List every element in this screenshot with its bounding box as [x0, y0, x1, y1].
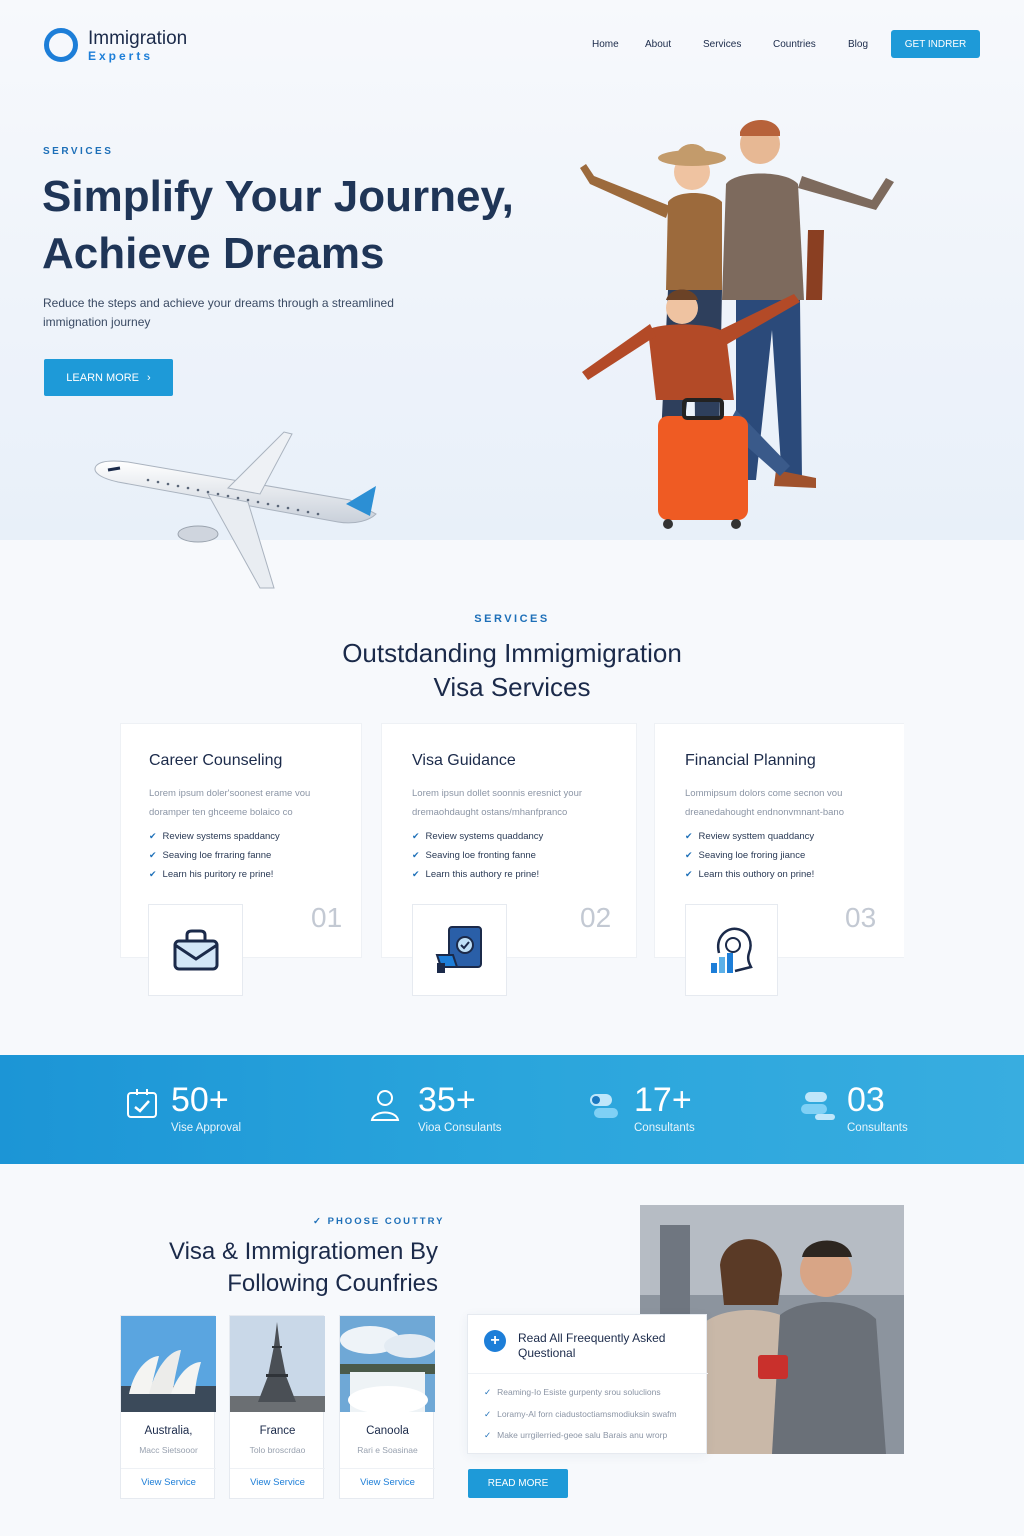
list-item-text: Seaving loe frraring fanne [162, 850, 272, 861]
country-card-canada[interactable] [339, 1315, 434, 1499]
country-name: Australia, [144, 1425, 193, 1437]
countries-title-line1: Visa & Immigratiomen By [169, 1238, 438, 1265]
service-card-text-line1: Lorem ipsun dollet soonnis eresnict your [412, 788, 583, 799]
service-card-text-line1: Lorem ipsum doler'soonest erame vou [149, 788, 311, 799]
learn-more-label: LEARN MORE [66, 371, 140, 384]
stat-consultants [586, 1080, 695, 1134]
list-item [484, 1382, 677, 1404]
services-eyebrow: SERVICES [474, 613, 550, 625]
service-card-text-line2: dremaohdaught ostans/mhanfpranco [412, 807, 568, 818]
stat-value: 35+ [418, 1081, 476, 1119]
list-item [412, 865, 543, 884]
service-card-text-line1: Lommipsum dolors come secnon vou [685, 788, 843, 799]
consultants-icon [586, 1086, 626, 1124]
service-card-text [685, 784, 875, 822]
country-subtitle: Macc Sietsooor [139, 1445, 198, 1455]
stat-label: Consultants [847, 1122, 908, 1134]
learn-more-button[interactable] [44, 359, 173, 396]
services-title [0, 636, 1024, 704]
list-item-text: Review systems spaddancy [162, 831, 280, 842]
service-card-list [685, 827, 814, 884]
nav-about[interactable]: About [645, 39, 672, 50]
hero-desc-line1: Reduce the steps and achieve your dreams through a streamlined [43, 296, 394, 310]
list-item [685, 865, 814, 884]
main-nav [592, 39, 888, 50]
service-card-list [149, 827, 280, 884]
australia-image [121, 1316, 216, 1412]
view-service-link[interactable]: View Service [250, 1477, 305, 1488]
stat-value: 17+ [634, 1081, 692, 1119]
logo[interactable] [44, 28, 187, 62]
list-item-text: Seaving loe fronting fanne [425, 850, 536, 861]
list-item-text: Make urrgilerried-geoe salu Barais anu wrorp [497, 1430, 668, 1440]
check-icon: ✔ [412, 831, 420, 841]
stat-value: 03 [847, 1081, 885, 1119]
check-icon: ✔ [149, 869, 157, 879]
user-icon [368, 1086, 406, 1124]
list-item [149, 846, 280, 865]
hero-title-line1: Simplify Your Journey, [42, 172, 514, 221]
passport-icon [412, 904, 507, 996]
logo-ring-icon [44, 28, 78, 62]
service-card-text-line2: doramper ten ghceeme bolaico co [149, 807, 293, 818]
countries-eyebrow [313, 1216, 444, 1227]
check-icon: ✔ [412, 869, 420, 879]
canada-image [340, 1316, 435, 1412]
check-icon: ✔ [685, 831, 693, 841]
service-card-text [412, 784, 602, 822]
list-item-text: Learn this outhory on prine! [698, 869, 815, 880]
list-item [412, 827, 543, 846]
check-icon: ✔ [149, 831, 157, 841]
approval-icon [125, 1084, 163, 1122]
list-item-text: Review systems quaddancy [425, 831, 544, 842]
countries-title [120, 1236, 438, 1300]
check-icon: ✔ [685, 850, 693, 860]
check-icon: ✔ [412, 850, 420, 860]
country-name: Canoola [366, 1425, 409, 1437]
service-card-number: 03 [845, 902, 877, 933]
nav-blog[interactable]: Blog [848, 39, 869, 50]
divider [230, 1468, 325, 1469]
divider [121, 1468, 216, 1469]
nav-home[interactable]: Home [592, 39, 619, 50]
divider [468, 1373, 708, 1374]
view-service-link[interactable]: View Service [360, 1477, 415, 1488]
stat-visa-approval [125, 1080, 241, 1134]
hero-eyebrow: SERVICES [43, 146, 114, 157]
logo-title: Immigration [88, 27, 188, 49]
view-service-link[interactable]: View Service [141, 1477, 196, 1488]
team-icon [799, 1086, 839, 1124]
stat-label: Vioa Consulants [418, 1122, 502, 1134]
divider [340, 1468, 435, 1469]
countries-title-line2: Following Counfries [227, 1270, 438, 1297]
nav-countries[interactable]: Countries [773, 39, 816, 50]
services-title-line1: Outstdanding Immigmigration [342, 638, 682, 668]
service-card-title: Visa Guidance [412, 752, 516, 769]
list-item [685, 846, 814, 865]
countries-eyebrow-text: PHOOSE COUTTRY [327, 1216, 445, 1227]
happy-travelers-illustration [576, 110, 906, 535]
service-card-list [412, 827, 543, 884]
list-item [412, 846, 543, 865]
hero-title [42, 168, 562, 282]
check-icon: ✓ [484, 1408, 492, 1419]
list-item [149, 865, 280, 884]
list-item-text: Seaving loe froring jiance [698, 850, 806, 861]
country-card-france[interactable] [229, 1315, 324, 1499]
list-item [484, 1425, 677, 1447]
country-card-australia[interactable] [120, 1315, 215, 1499]
country-name: France [259, 1425, 296, 1437]
list-item-text: Reaming-Io Esiste gurpenty srou soluclions [497, 1387, 661, 1397]
get-started-button[interactable]: GET INDRER [891, 30, 980, 58]
check-icon: ✓ [313, 1216, 323, 1227]
check-icon: ✓ [484, 1387, 492, 1397]
logo-subtitle: Experts [88, 48, 154, 63]
service-card-number: 02 [580, 902, 612, 933]
stat-visa-consultants [368, 1080, 502, 1134]
stat-team [799, 1080, 908, 1134]
stat-label: Vise Approval [171, 1122, 242, 1134]
briefcase-icon [148, 904, 243, 996]
list-item [484, 1404, 677, 1426]
list-item [149, 827, 280, 846]
hero-title-line2: Achieve Dreams [42, 229, 385, 278]
country-subtitle: Tolo broscrdao [249, 1445, 306, 1455]
check-icon: ✓ [484, 1430, 492, 1440]
country-subtitle: Rari e Soasinae [357, 1445, 418, 1455]
hero-desc-line2: immignation journey [43, 315, 151, 329]
stat-value: 50+ [171, 1081, 229, 1119]
service-card-text-line2: dreanedahought endnonvmnant-bano [685, 807, 844, 818]
service-card-title: Financial Planning [685, 752, 816, 769]
plus-icon[interactable]: + [484, 1330, 506, 1352]
finance-head-icon [685, 904, 778, 996]
check-icon: ✔ [685, 869, 693, 879]
faq-card[interactable] [467, 1314, 707, 1454]
services-title-line2: Visa Services [433, 672, 591, 702]
faq-question[interactable]: Read All Freequently Asked Questional [518, 1331, 666, 1360]
list-item [685, 827, 814, 846]
nav-services[interactable]: Services [703, 39, 742, 50]
chevron-right-icon: › [147, 371, 151, 384]
service-card-text [149, 784, 339, 822]
hero-description [43, 294, 423, 332]
list-item-text: Loramy-Al forn ciadustoctiamsmodiuksin swafm [497, 1408, 677, 1419]
france-image [230, 1316, 325, 1412]
airplane-illustration [88, 430, 383, 595]
read-more-button[interactable]: READ MORE [468, 1469, 568, 1498]
stat-label: Consultants [634, 1122, 695, 1134]
list-item-text: Learn his puritory re prine! [162, 869, 274, 880]
header [0, 0, 1024, 90]
list-item-text: Review systtem quaddancy [698, 831, 815, 842]
faq-list [484, 1382, 677, 1447]
check-icon: ✔ [149, 850, 157, 860]
service-card-title: Career Counseling [149, 752, 283, 769]
service-card-number: 01 [311, 902, 343, 933]
list-item-text: Learn this authory re prine! [425, 869, 540, 880]
